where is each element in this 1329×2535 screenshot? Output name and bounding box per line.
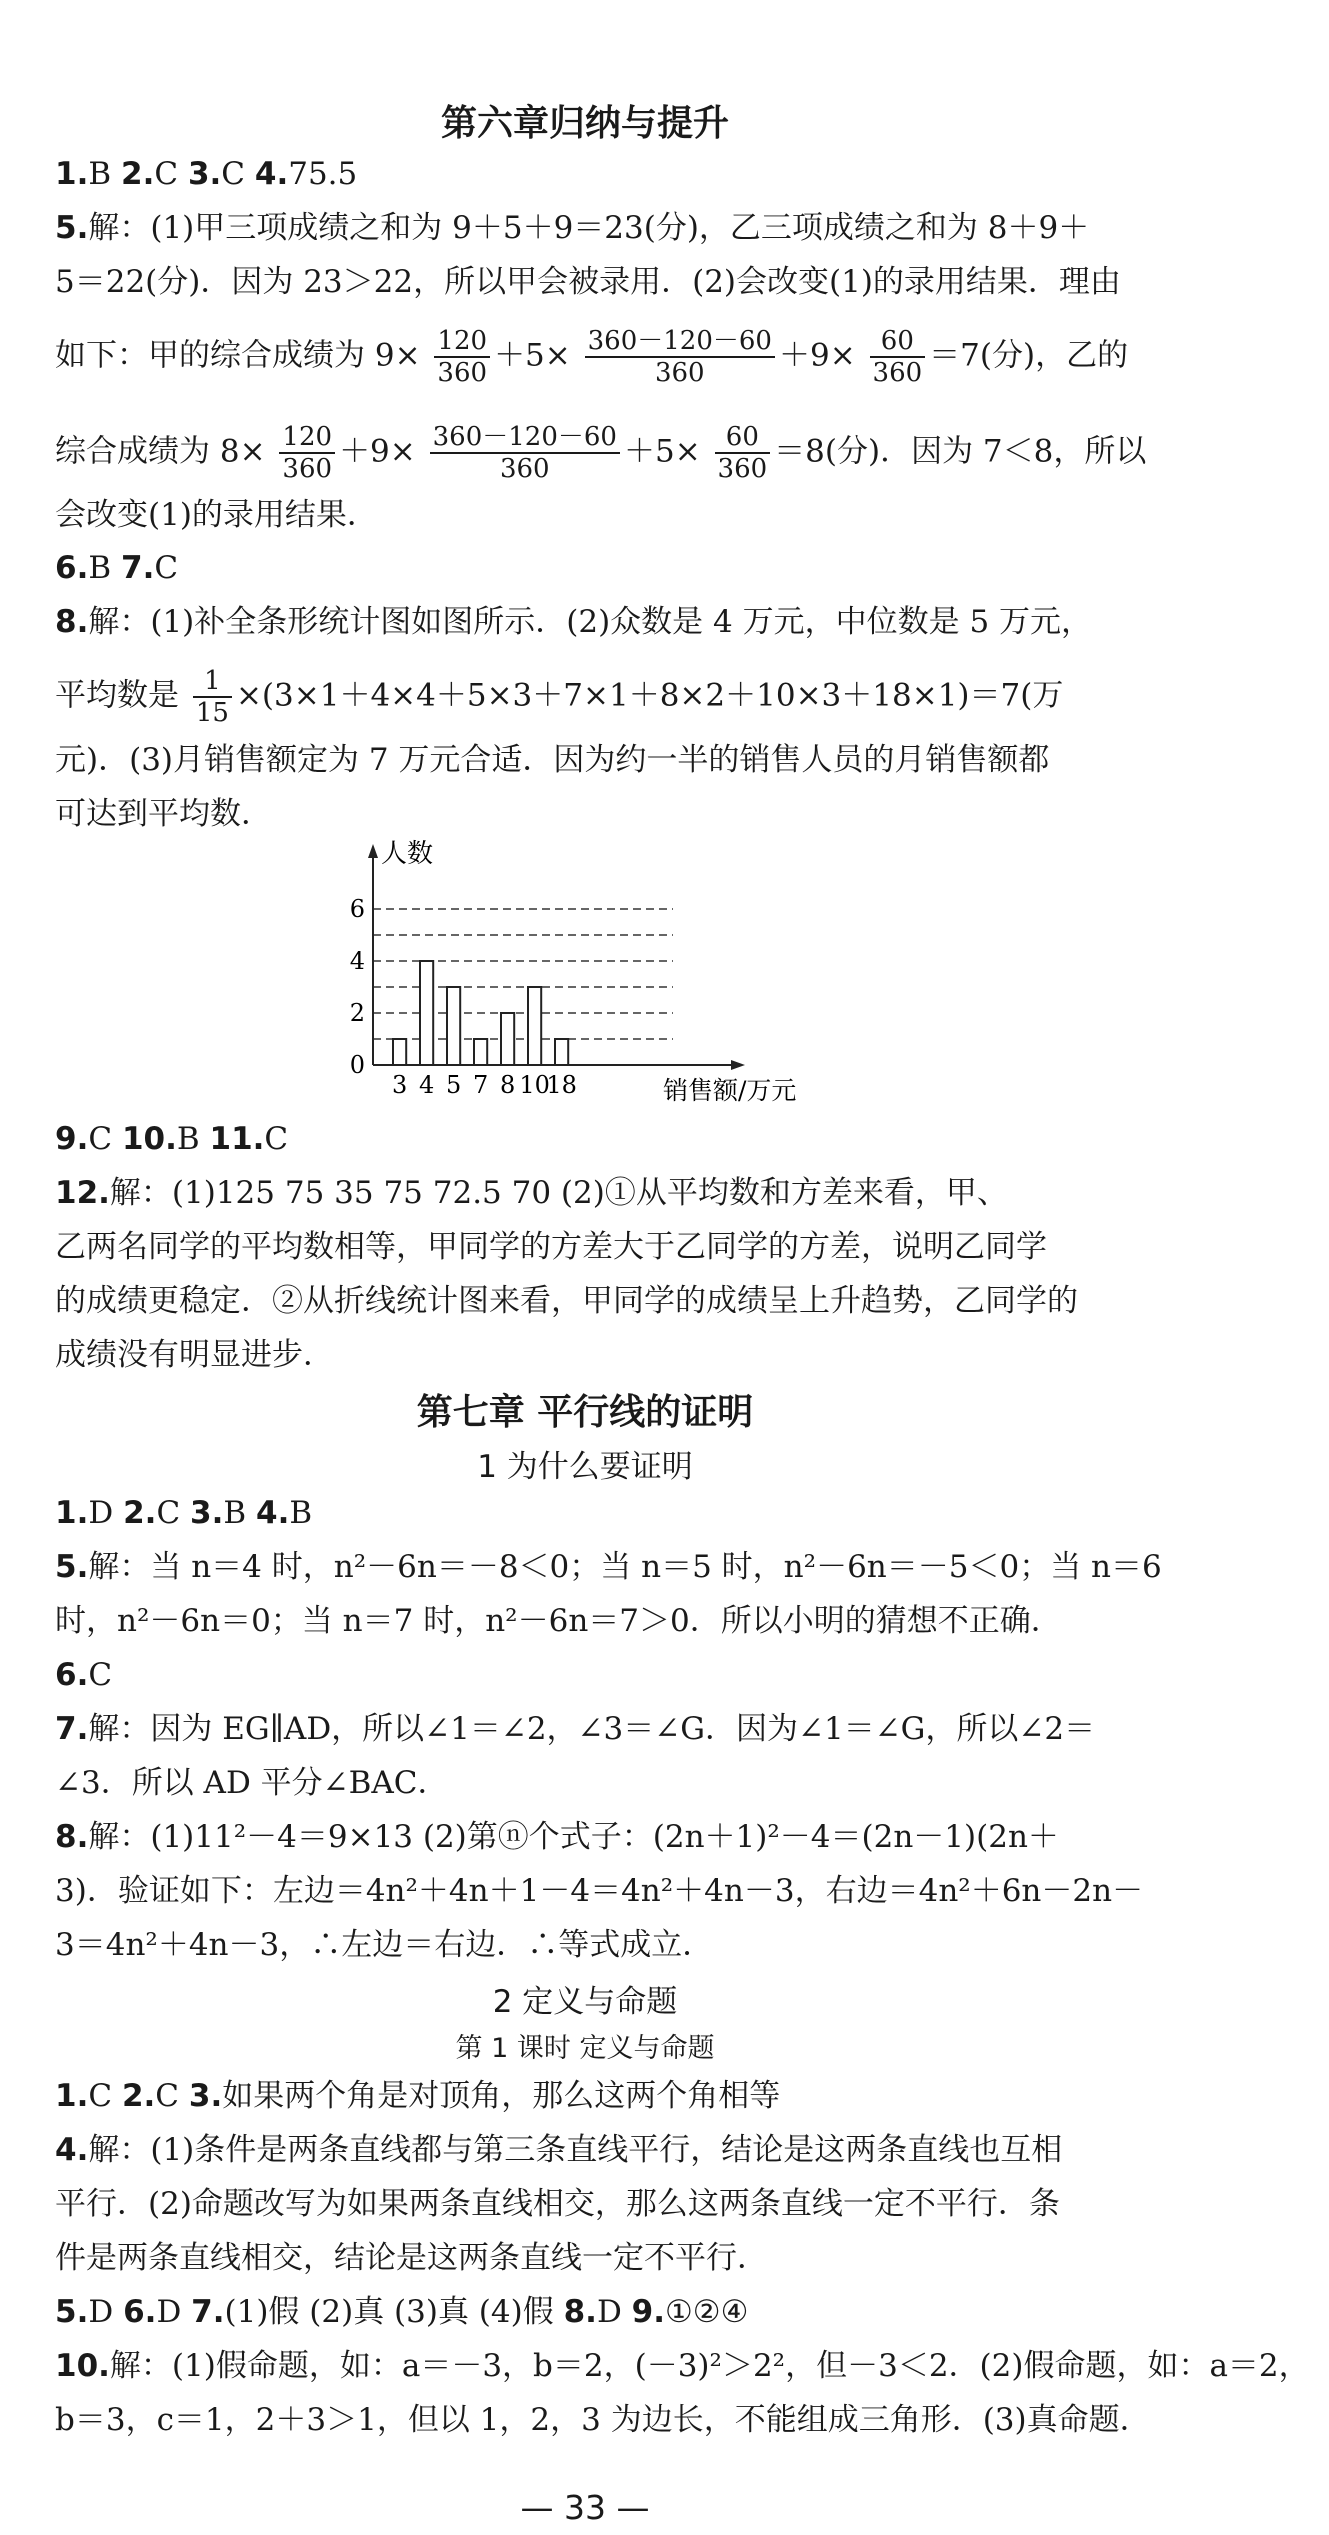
ch7-q8-line-2: 3)．验证如下：左边＝4n²＋4n＋1－4＝4n²＋4n－3，右边＝4n²＋6n－2n－ <box>55 1873 1144 1909</box>
q8-line-2: 平均数是 $\frac{1}{15}$ ×(3×1＋4×4＋5×3＋7×1＋8×2＋10×3＋18×1)＝7(万 <box>55 666 1064 728</box>
q8-line-4: 可达到平均数． <box>55 796 272 832</box>
ch7-s2-q10-line-2: b＝3，c＝1，2＋3＞1，但以 1，2，3 为边长，不能组成三角形．(3)真命题． <box>55 2402 1151 2438</box>
ch7-answers-1-4: 1.D 2.C 3.B 4.B <box>55 1495 313 1531</box>
q5-line-1: 5.解：(1)甲三项成绩之和为 9＋5＋9＝23(分)，乙三项成绩之和为 8＋9＋ <box>55 210 1090 246</box>
bar-3 <box>393 1039 406 1065</box>
x-tick-label: 18 <box>546 1071 577 1099</box>
ch7-q5-line-1: 5.解：当 n＝4 时，n²－6n＝－8＜0；当 n＝5 时，n²－6n＝－5＜0；当 n＝6 <box>55 1549 1162 1585</box>
q8-line-1: 8.解：(1)补全条形统计图如图所示．(2)众数是 4 万元，中位数是 5 万元， <box>55 604 1093 640</box>
x-axis-arrow <box>731 1060 745 1070</box>
answers-9-11: 9.C 10.B 11.C <box>55 1121 289 1157</box>
lesson-title: 第 1 课时 定义与命题 <box>455 2033 715 2064</box>
q5-line-3: 如下：甲的综合成绩为 9× $\frac{120}{360}$ ＋5× $\frac{360-120-60}{360}$ ＋9× $\frac{60}{360}$ ＝7(分)，乙的 <box>55 326 1129 388</box>
ch7-q5-line-2: 时，n²－6n＝0；当 n＝7 时，n²－6n＝7＞0．所以小明的猜想不正确． <box>55 1603 1062 1639</box>
fraction: $\frac{360-120-60}{360}$ <box>430 422 620 484</box>
fraction: $\frac{60}{360}$ <box>715 422 771 484</box>
y-tick-label: 6 <box>349 895 365 923</box>
ch7-q7-line-1: 7.解：因为 EG∥AD，所以∠1＝∠2，∠3＝∠G．因为∠1＝∠G，所以∠2＝ <box>55 1711 1096 1747</box>
chapter-6-title: 第六章归纳与提升 <box>440 103 729 144</box>
ch7-q8-line-1: 8.解：(1)11²－4＝9×13 (2)第ⓝ个式子：(2n＋1)²－4＝(2n－1)(2n＋ <box>55 1819 1059 1855</box>
ch7-s2-q4-line-2: 平行．(2)命题改写为如果两条直线相交，那么这两条直线一定不平行．条 <box>55 2186 1060 2222</box>
y-axis-arrow <box>368 844 378 858</box>
y-axis-label: 人数 <box>381 839 434 869</box>
q12-line-1: 12.解：(1)125 75 35 75 72.5 70 (2)①从平均数和方差来看，甲、 <box>55 1175 1008 1211</box>
ch7-s2-q10-line-1: 10.解：(1)假命题，如：a＝－3，b＝2，(－3)²＞2²，但－3＜2．(2)假命题，如：a＝2， <box>55 2348 1310 2384</box>
fraction: $\frac{60}{360}$ <box>870 326 926 388</box>
y-tick-label: 4 <box>349 947 365 975</box>
q12-line-4: 成绩没有明显进步． <box>55 1337 334 1373</box>
q5-line-4: 综合成绩为 8× $\frac{120}{360}$ ＋9× $\frac{360-120-60}{360}$ ＋5× $\frac{60}{360}$ ＝8(分)．因为 7＜8，所以 <box>55 422 1147 484</box>
bar-10 <box>528 987 541 1065</box>
x-tick-label: 4 <box>418 1071 435 1099</box>
y-tick-label: 0 <box>349 1051 365 1079</box>
ch7-q8-line-3: 3＝4n²＋4n－3，∴左边＝右边．∴等式成立． <box>55 1927 714 1963</box>
q5-line-2: 5＝22(分)．因为 23＞22，所以甲会被录用．(2)会改变(1)的录用结果．理由 <box>55 264 1121 300</box>
bar-18 <box>555 1039 568 1065</box>
q8-line-3: 元)．(3)月销售额定为 7 万元合适．因为约一半的销售人员的月销售额都 <box>55 742 1050 778</box>
x-tick-label: 5 <box>445 1071 462 1099</box>
fraction: $\frac{120}{360}$ <box>279 422 335 484</box>
x-axis-label: 销售额/万元 <box>663 1076 797 1105</box>
x-tick-label: 10 <box>519 1071 550 1099</box>
section-2-title: 2 定义与命题 <box>492 1984 678 2020</box>
ch7-s2-q4-line-3: 件是两条直线相交，结论是这两条直线一定不平行． <box>55 2240 768 2276</box>
q12-line-2: 乙两名同学的平均数相等，甲同学的方差大于乙同学的方差，说明乙同学 <box>55 1229 1047 1265</box>
q5-line-5: 会改变(1)的录用结果． <box>55 497 378 533</box>
fraction: $\frac{360-120-60}{360}$ <box>585 326 775 388</box>
q12-line-3: 的成绩更稳定．②从折线统计图来看，甲同学的成绩呈上升趋势，乙同学的 <box>55 1283 1078 1319</box>
answers-6-7: 6.B 7.C <box>55 550 179 586</box>
x-tick-label: 8 <box>499 1071 516 1099</box>
answers-1-4: 1.B 2.C 3.C 4.75.5 <box>55 156 358 192</box>
sales-bar-chart <box>349 839 835 1110</box>
ch7-s2-answers-5-9: 5.D 6.D 7.(1)假 (2)真 (3)真 (4)假 8.D 9.①②④ <box>55 2294 749 2330</box>
section-1-title: 1 为什么要证明 <box>477 1449 693 1485</box>
bar-4 <box>420 961 433 1065</box>
fraction: $\frac{1}{15}$ <box>193 666 232 728</box>
bar-8 <box>501 1013 514 1065</box>
ch7-s2-q4-line-1: 4.解：(1)条件是两条直线都与第三条直线平行，结论是这两条直线也互相 <box>55 2132 1063 2168</box>
x-tick-label: 7 <box>472 1071 489 1099</box>
page-number: — 33 — <box>520 2488 650 2527</box>
bar-7 <box>474 1039 487 1065</box>
ch7-s2-answers-1-3: 1.C 2.C 3.如果两个角是对顶角，那么这两个角相等 <box>55 2078 781 2114</box>
fraction: $\frac{120}{360}$ <box>434 326 490 388</box>
x-tick-label: 3 <box>391 1071 408 1099</box>
ch7-answer-6: 6.C <box>55 1657 113 1693</box>
bar-5 <box>447 987 460 1065</box>
ch7-q7-line-2: ∠3．所以 AD 平分∠BAC． <box>55 1765 449 1801</box>
y-tick-label: 2 <box>349 999 365 1027</box>
chapter-7-title: 第七章 平行线的证明 <box>416 1392 754 1433</box>
